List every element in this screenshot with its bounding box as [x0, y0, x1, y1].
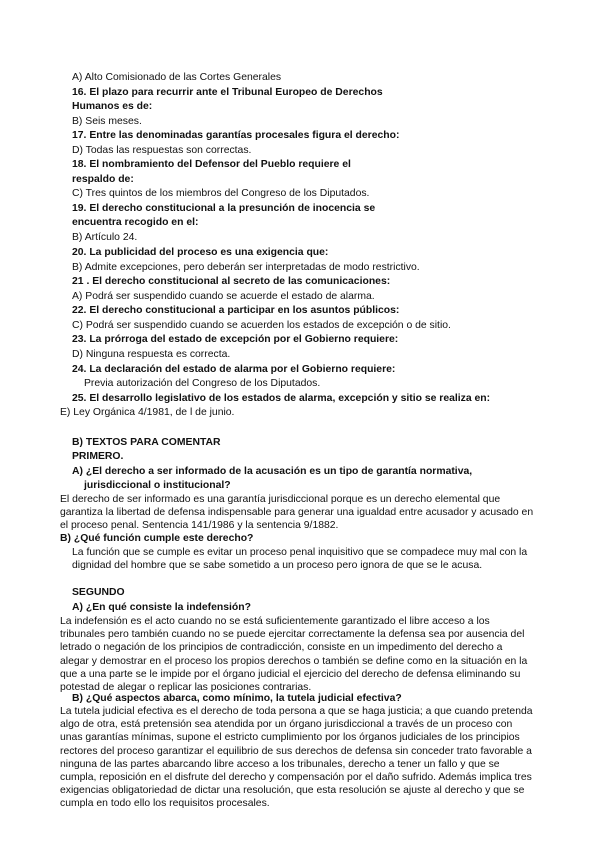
primero-question-a-line2: jurisdiccional o institucional?: [84, 480, 231, 491]
question-17: 17. Entre las denominadas garantías procesales figura el derecho:: [72, 130, 400, 141]
section-heading: B) TEXTOS PARA COMENTAR: [72, 437, 221, 448]
primero-answer-a: El derecho de ser informado es una garantía jurisdiccional porque es un derecho elemental que garantiza la libertad de defensa indispensable para generar una igualdad entre acusador y acusado en el proceso penal. Sentencia 141/1986 y la sentencia 9/1882.: [60, 494, 534, 532]
question-19-line2: encuentra recogido en el:: [72, 217, 199, 228]
segundo-question-b: B) ¿Qué aspectos abarca, como mínimo, la tutela judicial efectiva?: [72, 693, 402, 704]
question-20: 20. La publicidad del proceso es una exigencia que:: [72, 247, 329, 258]
answer-22: C) Podrá ser suspendido cuando se acuerden los estados de excepción o de sitio.: [72, 320, 451, 331]
question-24: 24. La declaración del estado de alarma por el Gobierno requiere:: [72, 364, 396, 375]
subheading-primero: PRIMERO.: [72, 451, 124, 462]
answer-17: D) Todas las respuestas son correctas.: [72, 145, 252, 156]
question-18-line2: respaldo de:: [72, 174, 134, 185]
question-22: 22. El derecho constitucional a participar en los asuntos públicos:: [72, 305, 400, 316]
question-16-line2: Humanos es de:: [72, 101, 153, 112]
primero-answer-b: La función que se cumple es evitar un proceso penal inquisitivo que se compadece muy mal con la dignidad del hombre que se sabe sometido a un proceso pero ignora de que se le acusa.: [72, 547, 528, 572]
answer-15: A) Alto Comisionado de las Cortes Generales: [72, 72, 282, 83]
primero-question-b: B) ¿Qué función cumple este derecho?: [60, 533, 254, 544]
answer-20: B) Admite excepciones, pero deberán ser interpretadas de modo restrictivo.: [72, 262, 420, 273]
answer-23: D) Ninguna respuesta es correcta.: [72, 349, 231, 360]
question-18-line1: 18. El nombramiento del Defensor del Pueblo requiere el: [72, 159, 351, 170]
segundo-question-a: A) ¿En qué consiste la indefensión?: [72, 602, 251, 613]
segundo-answer-a: La indefensión es el acto cuando no se está suficientemente garantizado el libre acceso a los tribunales pero también cuando no se puede ejercitar correctamente la defensa sea por ausencia del letrado o negación de los principios de contradicción, consiste en un impedimento del derecho a alegar y demostrar en el proceso los propios derechos o también se define como en la situación en la que a una parte se le impide por el órgano judicial el ejercicio del derecho de defensa eliminando su potestad de alegar o replicar las posiciones contrarias.: [60, 616, 528, 694]
question-19-line1: 19. El derecho constitucional a la presunción de inocencia se: [72, 203, 376, 214]
question-16-line1: 16. El plazo para recurrir ante el Tribunal Europeo de Derechos: [72, 87, 383, 98]
primero-question-a-line1: A) ¿El derecho a ser informado de la acusación es un tipo de garantía normativa,: [72, 466, 473, 477]
segundo-answer-b: La tutela judicial efectiva es el derecho de toda persona a que se haga justicia; a que cuando pretenda algo de otra, está pretensión sea atendida por un órgano jurisdiccional a través de un proceso con unas garantías mínimas, supone el estricto cumplimiento por los órganos judiciales de los principios rectores del proceso garantizar el equilibrio de sus derechos de defensa sin conceder trato favorable a ninguna de las partes abarcando libre acceso a los tribunales, derecho a tener un fallo y que se cumpla, reposición en el disfrute del derecho y compensación por el daño sufrido. Además implica tres exigencias obligatoriedad de dictar una resolución, que esta resolución se ajuste al derecho y que se cumpla en todo ello los requisitos procesales.: [60, 706, 533, 810]
answer-18: C) Tres quintos de los miembros del Congreso de los Diputados.: [72, 188, 370, 199]
question-23: 23. La prórroga del estado de excepción por el Gobierno requiere:: [72, 334, 399, 345]
subheading-segundo: SEGUNDO: [72, 587, 125, 598]
answer-19: B) Artículo 24.: [72, 232, 138, 243]
answer-21: A) Podrá ser suspendido cuando se acuerde el estado de alarma.: [72, 291, 375, 302]
answer-25: E) Ley Orgánica 4/1981, de l de junio.: [60, 407, 235, 418]
question-21: 21 . El derecho constitucional al secreto de las comunicaciones:: [72, 276, 391, 287]
answer-24: Previa autorización del Congreso de los Diputados.: [84, 378, 321, 389]
answer-16: B) Seis meses.: [72, 116, 142, 127]
question-25: 25. El desarrollo legislativo de los estados de alarma, excepción y sitio se realiza en:: [72, 393, 491, 404]
